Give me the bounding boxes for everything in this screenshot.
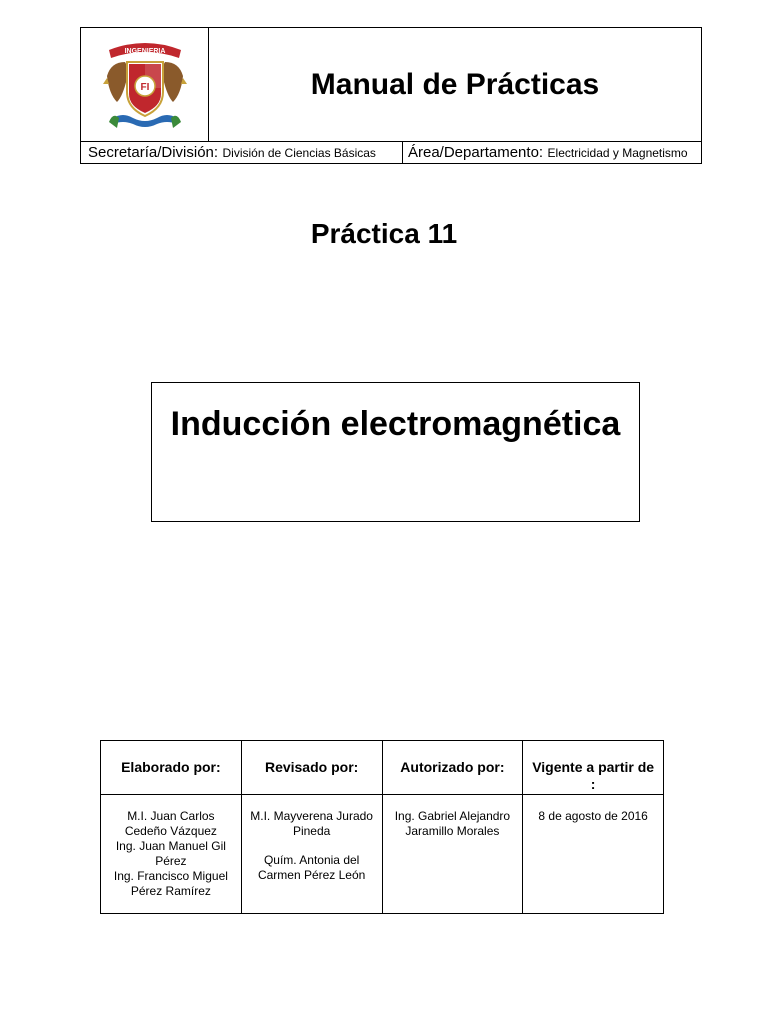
signature-value-row: [101, 795, 664, 914]
revisado-name: M.I. Mayverena Jurado Pineda: [250, 809, 373, 838]
autorizado-name: Ing. Gabriel Alejandro Jaramillo Morales: [394, 809, 511, 838]
elaborado-name: M.I. Juan Carlos Cedeño Vázquez: [124, 809, 217, 838]
elaborado-name: Ing. Juan Manuel Gil Pérez: [115, 839, 226, 868]
revisado-name: Quím. Antonia del Carmen Pérez León: [257, 853, 366, 882]
secretaria-value: División de Ciencias Básicas: [222, 146, 376, 160]
elaborado-cell: [101, 795, 242, 914]
revisado-cell: [241, 795, 382, 914]
manual-title: Manual de Prácticas: [310, 67, 600, 101]
elaborado-name: Ing. Francisco Miguel Pérez Ramírez: [113, 869, 228, 898]
vigente-date: 8 de agosto de 2016: [538, 809, 648, 823]
signature-header-row: [101, 741, 664, 795]
spacer: [248, 839, 376, 853]
elaborado-header: Elaborado por:: [101, 741, 242, 795]
area-value: Electricidad y Magnetismo: [547, 146, 688, 160]
logo-letters: FI: [140, 82, 150, 93]
revisado-header: Revisado por:: [241, 741, 382, 795]
header-info-row: [81, 141, 701, 163]
signature-table: [100, 740, 664, 914]
topic-title: Inducción electromagnética: [170, 405, 621, 443]
practica-number: Práctica 11: [310, 218, 458, 249]
secretaria-cell: [81, 142, 403, 163]
faculty-seal-logo: [103, 38, 187, 130]
header-table: [80, 27, 702, 164]
logo-ribbon-text: INGENIERIA: [124, 48, 166, 55]
autorizado-header: Autorizado por:: [382, 741, 523, 795]
vigente-header: Vigente a partir de :: [523, 741, 664, 795]
secretaria-label: Secretaría/División:: [88, 144, 219, 161]
vigente-cell: [523, 795, 664, 914]
area-label: Área/Departamento:: [408, 144, 544, 161]
autorizado-cell: [382, 795, 523, 914]
manual-title-cell: [209, 28, 701, 141]
topic-box: [151, 382, 640, 522]
area-cell: [403, 142, 701, 163]
logo-cell: [81, 28, 209, 141]
